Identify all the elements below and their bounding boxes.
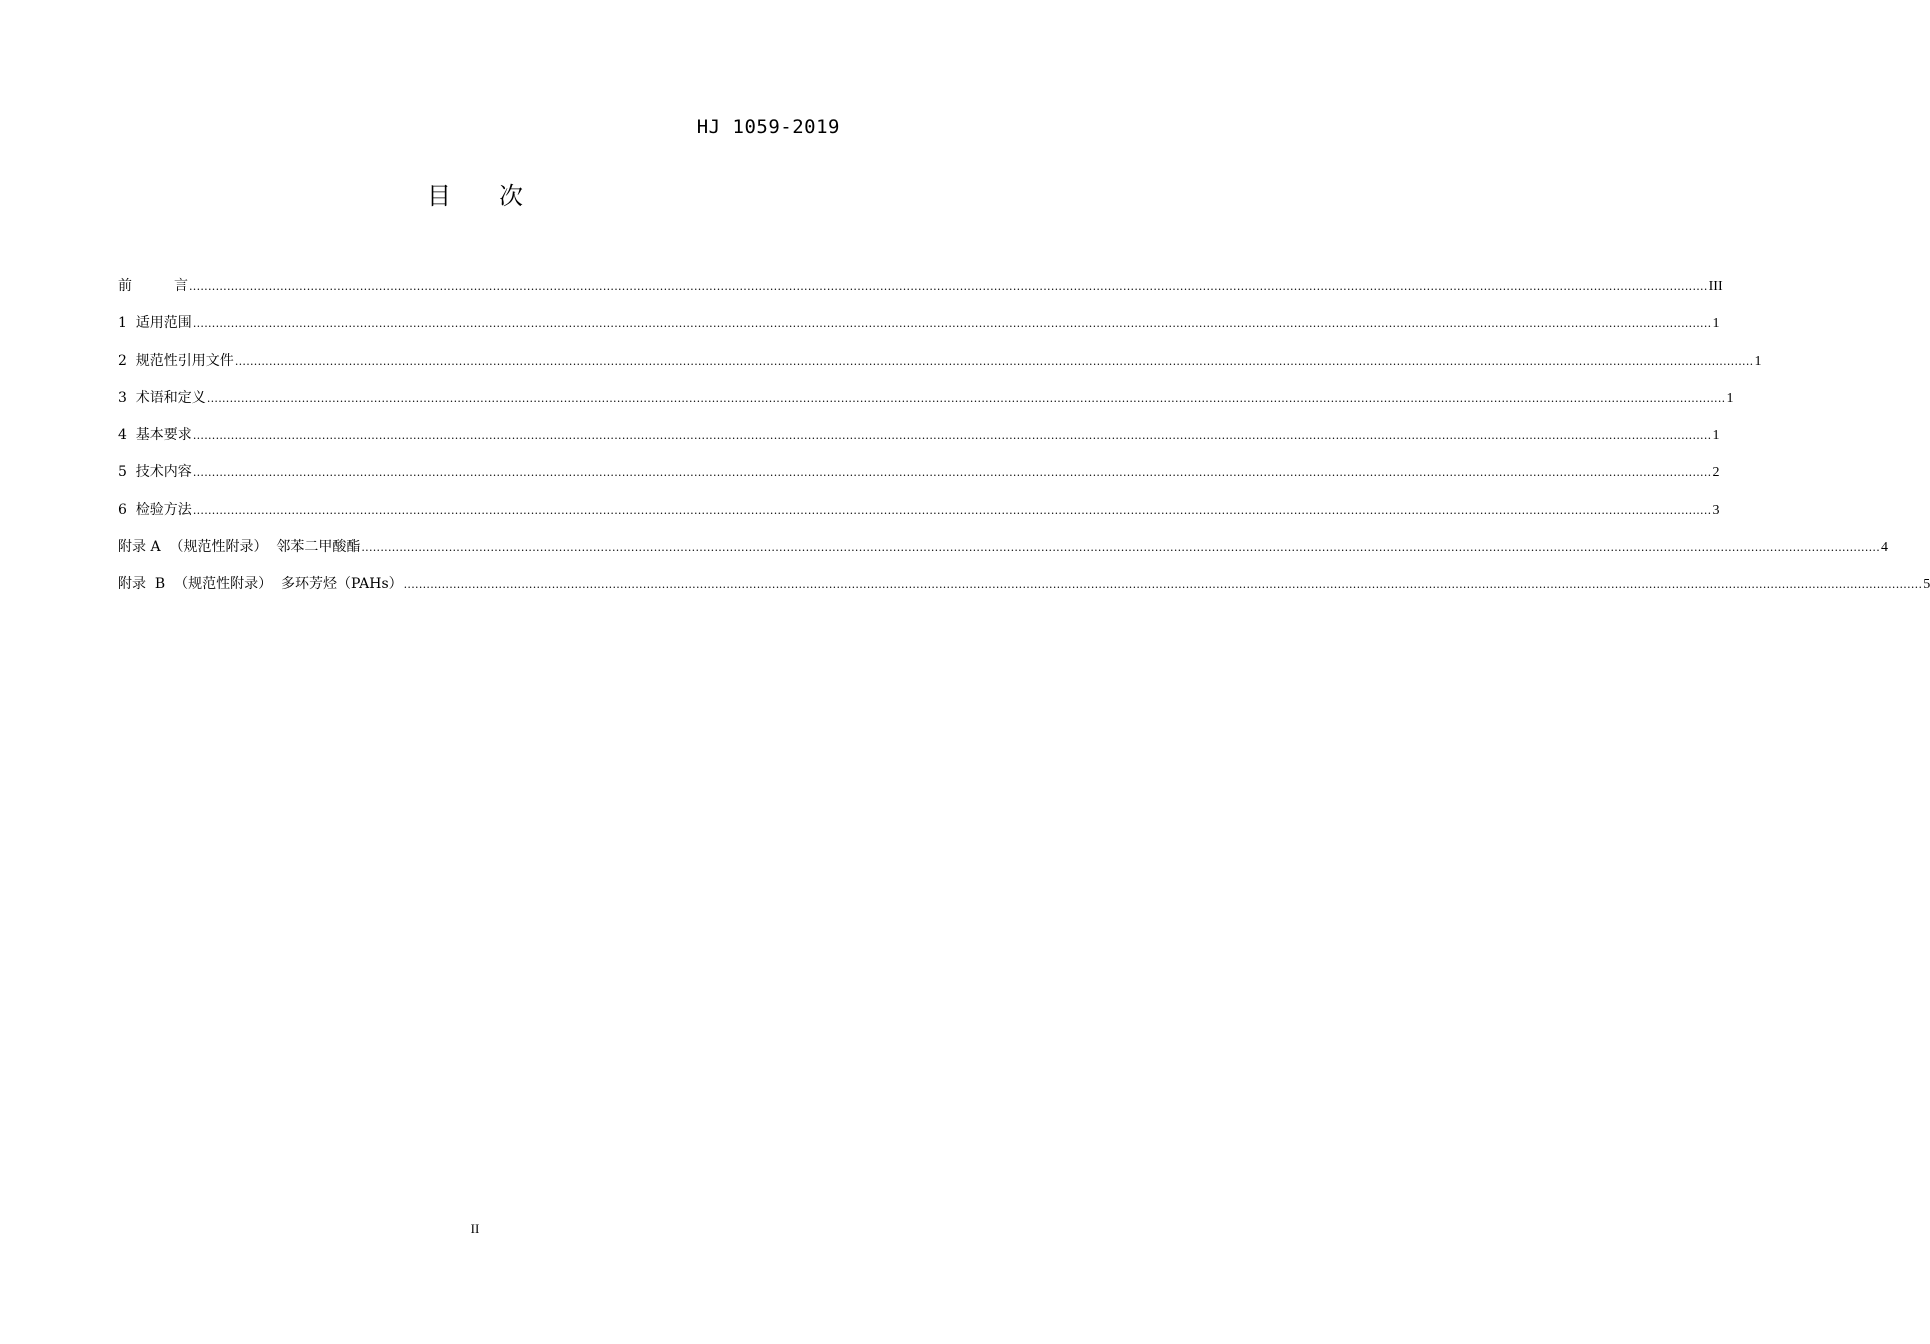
page-number: II	[470, 1221, 480, 1236]
toc-entry-page: 2	[1712, 465, 1720, 481]
toc-entry-label: 3 术语和定义	[118, 389, 206, 406]
toc-entry-scope[interactable]	[118, 313, 1720, 350]
toc-entry-appendix-b[interactable]	[118, 574, 1930, 611]
toc-list	[118, 276, 1930, 612]
toc-entry-terms-definitions[interactable]	[118, 388, 1734, 425]
toc-entry-page: 1	[1754, 353, 1762, 369]
toc-dot-leader: ................................................................................................................................................................................................................................................................................................................................................................................................................	[234, 354, 1754, 368]
toc-dot-leader: ................................................................................................................................................................................................................................................................................................................................................................................................................	[361, 541, 1881, 555]
toc-entry-technical-content[interactable]	[118, 462, 1720, 499]
toc-entry-basic-requirements[interactable]	[118, 425, 1720, 462]
toc-title-part2: 次	[499, 182, 523, 210]
toc-entry-page: 3	[1712, 502, 1720, 518]
toc-dot-leader: ................................................................................................................................................................................................................................................................................................................................................................................................................	[192, 429, 1712, 443]
toc-dot-leader: ................................................................................................................................................................................................................................................................................................................................................................................................................	[192, 466, 1712, 480]
toc-dot-leader: ................................................................................................................................................................................................................................................................................................................................................................................................................	[206, 391, 1726, 405]
toc-dot-leader: ................................................................................................................................................................................................................................................................................................................................................................................................................	[189, 280, 1708, 293]
toc-dot-leader: ................................................................................................................................................................................................................................................................................................................................................................................................................	[192, 317, 1712, 331]
standard-code: HJ 1059-2019	[696, 116, 840, 138]
toc-entry-preface[interactable]	[118, 276, 1723, 313]
toc-entry-label: 附录 A （规范性附录） 邻苯二甲酸酯	[118, 539, 361, 556]
toc-dot-leader: ................................................................................................................................................................................................................................................................................................................................................................................................................	[403, 578, 1923, 592]
toc-entry-label: 4 基本要求	[118, 427, 192, 444]
toc-entry-page: 1	[1712, 428, 1720, 444]
toc-entry-page: 1	[1712, 316, 1720, 332]
toc-title-part1: 目	[427, 182, 451, 210]
toc-entry-appendix-a[interactable]	[118, 537, 1889, 574]
toc-entry-label: 1 适用范围	[118, 315, 192, 332]
toc-entry-label: 2 规范性引用文件	[118, 352, 234, 369]
toc-entry-label: 前 言	[118, 278, 188, 294]
toc-entry-page: III	[1708, 279, 1723, 294]
toc-entry-normative-references[interactable]	[118, 351, 1762, 388]
toc-dot-leader: ................................................................................................................................................................................................................................................................................................................................................................................................................	[192, 503, 1712, 517]
toc-entry-label: 5 技术内容	[118, 464, 192, 481]
toc-entry-page: 5	[1923, 577, 1930, 593]
toc-entry-label: 附录 B （规范性附录） 多环芳烃（PAHs）	[118, 576, 403, 593]
toc-entry-test-methods[interactable]	[118, 500, 1720, 537]
toc-title	[0, 176, 950, 211]
toc-entry-page: 1	[1726, 390, 1734, 406]
toc-entry-label: 6 检验方法	[118, 501, 192, 518]
toc-entry-page: 4	[1881, 540, 1889, 556]
